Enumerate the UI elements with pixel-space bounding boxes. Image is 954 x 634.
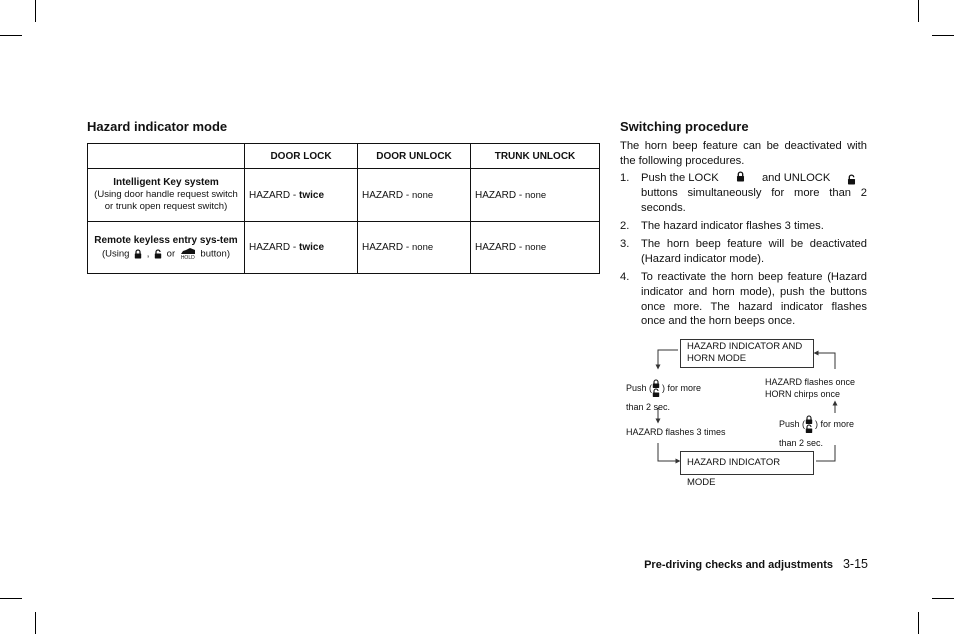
- list-item: [620, 237, 867, 267]
- right-push-instruction: [779, 415, 854, 449]
- crop-mark: [35, 0, 36, 22]
- label-text: (Using: [102, 248, 130, 260]
- lock-icon: [134, 249, 142, 259]
- cell-value: none: [525, 242, 547, 253]
- step-number: 2.: [620, 220, 630, 232]
- row-label-remote-keyless: [88, 222, 245, 274]
- lock-icon: [736, 171, 745, 182]
- instruction-text: Push (: [779, 419, 806, 429]
- crop-mark: [35, 612, 36, 634]
- trunk-hold-icon: [180, 247, 196, 261]
- crop-mark: [0, 35, 22, 36]
- flash-text: HAZARD flashes once: [765, 377, 856, 387]
- table-header-blank: [88, 144, 245, 169]
- cell-prefix: HAZARD -: [249, 242, 299, 253]
- cell-door-lock: [245, 222, 358, 274]
- step-text: [641, 171, 867, 215]
- table-row: [88, 222, 600, 274]
- footer-section-name: Pre-driving checks and adjustments: [644, 559, 833, 571]
- table-header-door-unlock: DOOR UNLOCK: [358, 144, 471, 169]
- crop-mark: [932, 35, 954, 36]
- cell-value: twice: [299, 189, 325, 201]
- lock-unlock-icon-pair: [805, 415, 815, 437]
- step-text: To reactivate the horn beep feature (Hazard indicator and horn mode), push the buttons once more. The hazard indicator flashes once and the horn beeps once.: [641, 271, 867, 328]
- cell-trunk-unlock: [471, 169, 600, 222]
- step-number: 1.: [620, 172, 630, 184]
- hazard-mode-box: HAZARD INDICATOR MODE: [680, 451, 814, 475]
- cell-value: none: [525, 189, 547, 201]
- label-separator: or: [166, 248, 176, 260]
- step-text: The hazard indicator flashes 3 times.: [641, 220, 824, 232]
- cell-value: none: [412, 242, 434, 253]
- box-label: HORN MODE: [687, 353, 747, 364]
- cell-prefix: HAZARD -: [362, 242, 412, 253]
- box-label: HAZARD INDICATOR AND: [687, 341, 803, 352]
- list-item: [620, 219, 867, 234]
- page-number: 3-15: [842, 557, 868, 571]
- instruction-text: than 2 sec.: [626, 402, 671, 412]
- table-row: [88, 169, 600, 222]
- instruction-text: ) for more: [815, 419, 855, 429]
- row-label-subtitle: (Using door handle request switch or trunk open request switch): [94, 189, 238, 212]
- cell-prefix: HAZARD -: [362, 189, 412, 201]
- instruction-text: than 2 sec.: [779, 438, 824, 448]
- page-footer: [644, 557, 868, 571]
- table-header-trunk-unlock: TRUNK UNLOCK: [471, 144, 600, 169]
- horn-mode-box: [680, 339, 814, 368]
- cell-door-unlock: [358, 169, 471, 222]
- label-separator: ,: [146, 248, 150, 260]
- cell-prefix: HAZARD -: [249, 189, 299, 201]
- cell-door-unlock: [358, 222, 471, 274]
- section-title-switching-procedure: Switching procedure: [620, 119, 749, 134]
- flash-text: HORN chirps once: [765, 389, 841, 399]
- left-push-instruction: [626, 379, 701, 413]
- mode-switch-diagram: [620, 335, 870, 488]
- step-text-part: buttons simultaneously for more than 2 seconds.: [641, 186, 867, 214]
- instruction-text: ) for more: [662, 383, 702, 393]
- cell-value: none: [412, 189, 434, 201]
- section-title-hazard-indicator-mode: Hazard indicator mode: [87, 119, 228, 134]
- hold-label: HOLD: [180, 254, 195, 261]
- step-text: The horn beep feature will be deactivated (Hazard indicator mode).: [641, 238, 867, 265]
- table-header-door-lock: DOOR LOCK: [245, 144, 358, 169]
- instruction-text: Push (: [626, 383, 653, 393]
- row-label-title: Remote keyless entry sys-tem: [94, 234, 238, 246]
- row-label-intelligent-key: [88, 169, 245, 222]
- cell-value: twice: [299, 242, 325, 253]
- cell-prefix: HAZARD -: [475, 242, 525, 253]
- cell-door-lock: [245, 169, 358, 222]
- list-item: [620, 270, 867, 329]
- step-text-part: and UNLOCK: [761, 172, 831, 184]
- left-flash-label: HAZARD flashes 3 times: [626, 427, 726, 437]
- unlock-icon: [154, 249, 162, 259]
- label-text: button): [200, 248, 230, 260]
- hazard-mode-table: [87, 143, 600, 274]
- unlock-icon: [847, 174, 856, 185]
- crop-mark: [918, 612, 919, 634]
- step-text-part: Push the LOCK: [641, 172, 719, 184]
- cell-trunk-unlock: [471, 222, 600, 274]
- crop-mark: [0, 598, 22, 599]
- row-label-subtitle: [92, 247, 240, 261]
- lock-unlock-icon-pair: [652, 379, 662, 401]
- step-number: 3.: [620, 238, 630, 250]
- row-label-title: Intelligent Key system: [113, 177, 219, 188]
- right-flash-label: [765, 376, 855, 400]
- table-header-row: [88, 144, 600, 169]
- cell-prefix: HAZARD -: [475, 189, 525, 201]
- crop-mark: [932, 598, 954, 599]
- list-item: [620, 171, 867, 215]
- step-number: 4.: [620, 271, 630, 283]
- intro-paragraph: The horn beep feature can be deactivated with the following procedures.: [620, 140, 867, 167]
- crop-mark: [918, 0, 919, 22]
